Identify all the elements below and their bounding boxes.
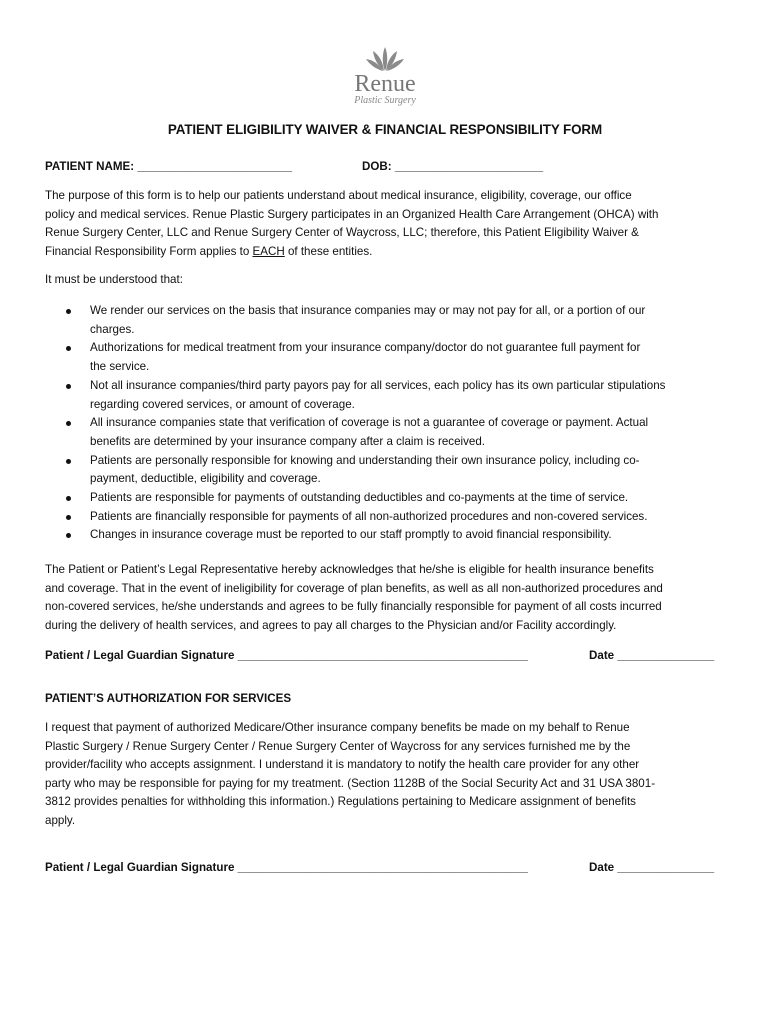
renue-logo [335, 46, 435, 114]
authorization-line: 3812 provides penalties for withholding this information.) Regulations pertaining to Medicare assignment of benefits [45, 795, 636, 809]
patient-name-field[interactable]: PATIENT NAME: ________________________ [45, 160, 293, 173]
bullet-icon [66, 384, 71, 389]
list-item [45, 452, 735, 489]
intro-text: Financial Responsibility Form applies to [45, 244, 253, 258]
intro-text: of these entities. [284, 244, 373, 258]
terms-list [45, 302, 735, 545]
date-field-1[interactable]: Date _______________ [589, 649, 715, 662]
bullet-icon [66, 533, 71, 538]
bullet-icon [66, 496, 71, 501]
intro-paragraph [45, 187, 730, 261]
authorization-line: party who may be responsible for paying for my treatment. (Section 1128B of the Social Security Act and 31 USA 3801- [45, 776, 656, 790]
list-item [45, 489, 735, 508]
bullet-icon [66, 421, 71, 426]
bullet-icon [66, 309, 71, 314]
authorization-line: Plastic Surgery / Renue Surgery Center / Renue Surgery Center of Waycross for any services furnished me by the [45, 739, 631, 753]
list-item-line: All insurance companies state that verification of coverage is not a guarantee of coverage or payment. Actual [90, 416, 649, 430]
logo-wordmark: Renue [354, 71, 416, 97]
bullet-icon [66, 515, 71, 520]
list-item [45, 339, 735, 376]
intro-line: The purpose of this form is to help our patients understand about medical insurance, eligibility, coverage, our office [45, 189, 632, 202]
list-item [45, 377, 735, 414]
list-item [45, 302, 735, 339]
list-item-line: Not all insurance companies/third party payors pay for all services, each policy has its own particular stipulations [90, 378, 666, 392]
intro-line: Renue Surgery Center, LLC and Renue Surgery Center of Waycross, LLC; therefore, this Patient Eligibility Waiver & [45, 226, 639, 240]
list-item-line: Patients are responsible for payments of outstanding deductibles and co-payments at the time of service. [90, 491, 629, 505]
authorization-heading: PATIENT’S AUTHORIZATION FOR SERVICES [45, 692, 292, 705]
list-item-line: Patients are personally responsible for knowing and understanding their own insurance policy, including co- [90, 453, 640, 467]
form-title: PATIENT ELIGIBILITY WAIVER & FINANCIAL RESPONSIBILITY FORM [167, 122, 603, 137]
intro-line [45, 243, 730, 262]
list-item-line: We render our services on the basis that insurance companies may or may not pay for all, or a portion of our [90, 304, 646, 317]
list-item [45, 414, 735, 451]
list-item-line: Patients are financially responsible for payments of all non-authorized procedures and non-covered services. [90, 509, 648, 523]
authorization-line: I request that payment of authorized Medicare/Other insurance company benefits be made on my behalf to Renue [45, 721, 630, 734]
list-item [45, 508, 735, 527]
authorization-paragraph [45, 719, 730, 831]
list-item-line: Changes in insurance coverage must be reported to our staff promptly to avoid financial responsibility. [90, 528, 612, 542]
authorization-line: provider/facility who accepts assignment. I understand it is mandatory to notify the health care provider for any other [45, 758, 640, 772]
acknowledgement-paragraph [45, 561, 730, 635]
list-item-line: regarding covered services, or amount of coverage. [90, 397, 355, 411]
intro-line: policy and medical services. Renue Plastic Surgery participates in an Organized Health Care Arrangement (OHCA) with [45, 207, 659, 221]
bullet-icon [66, 459, 71, 464]
list-item-line: the service. [90, 360, 150, 374]
authorization-line: apply. [45, 813, 76, 827]
list-item-line: benefits are determined by your insurance company after a claim is received. [90, 434, 486, 448]
list-item [45, 526, 735, 545]
list-item-line: payment, deductible, eligibility and coverage. [90, 472, 321, 486]
each-emphasis: EACH [252, 244, 285, 258]
acknowledgement-line: The Patient or Patient’s Legal Representative hereby acknowledges that he/she is eligible for health insurance benefits [45, 563, 654, 576]
acknowledgement-line: during the delivery of health services, and agrees to pay all charges to the Physician and/or Facility accordingly. [45, 618, 617, 632]
acknowledgement-line: and coverage. That in the event of ineligibility for coverage of plan benefits, as well as all non-authorized procedures and [45, 581, 663, 595]
acknowledgement-line: non-covered services, he/she understands and agrees to be fully financially responsible for payment of all costs incurred [45, 600, 662, 614]
signature-field-2[interactable]: Patient / Legal Guardian Signature _____________________________________________ [45, 861, 528, 874]
bullet-icon [66, 346, 71, 351]
date-field-2[interactable]: Date _______________ [589, 861, 715, 874]
list-item-line: charges. [90, 322, 135, 336]
dob-field[interactable]: DOB: _______________________ [362, 160, 544, 173]
understood-label: It must be understood that: [45, 273, 183, 286]
list-item-line: Authorizations for medical treatment from your insurance company/doctor do not guarantee full payment for [90, 341, 641, 355]
logo-tagline: Plastic Surgery [354, 95, 416, 106]
leaf-logo-icon [365, 46, 405, 72]
signature-field-1[interactable]: Patient / Legal Guardian Signature _____________________________________________ [45, 649, 528, 662]
